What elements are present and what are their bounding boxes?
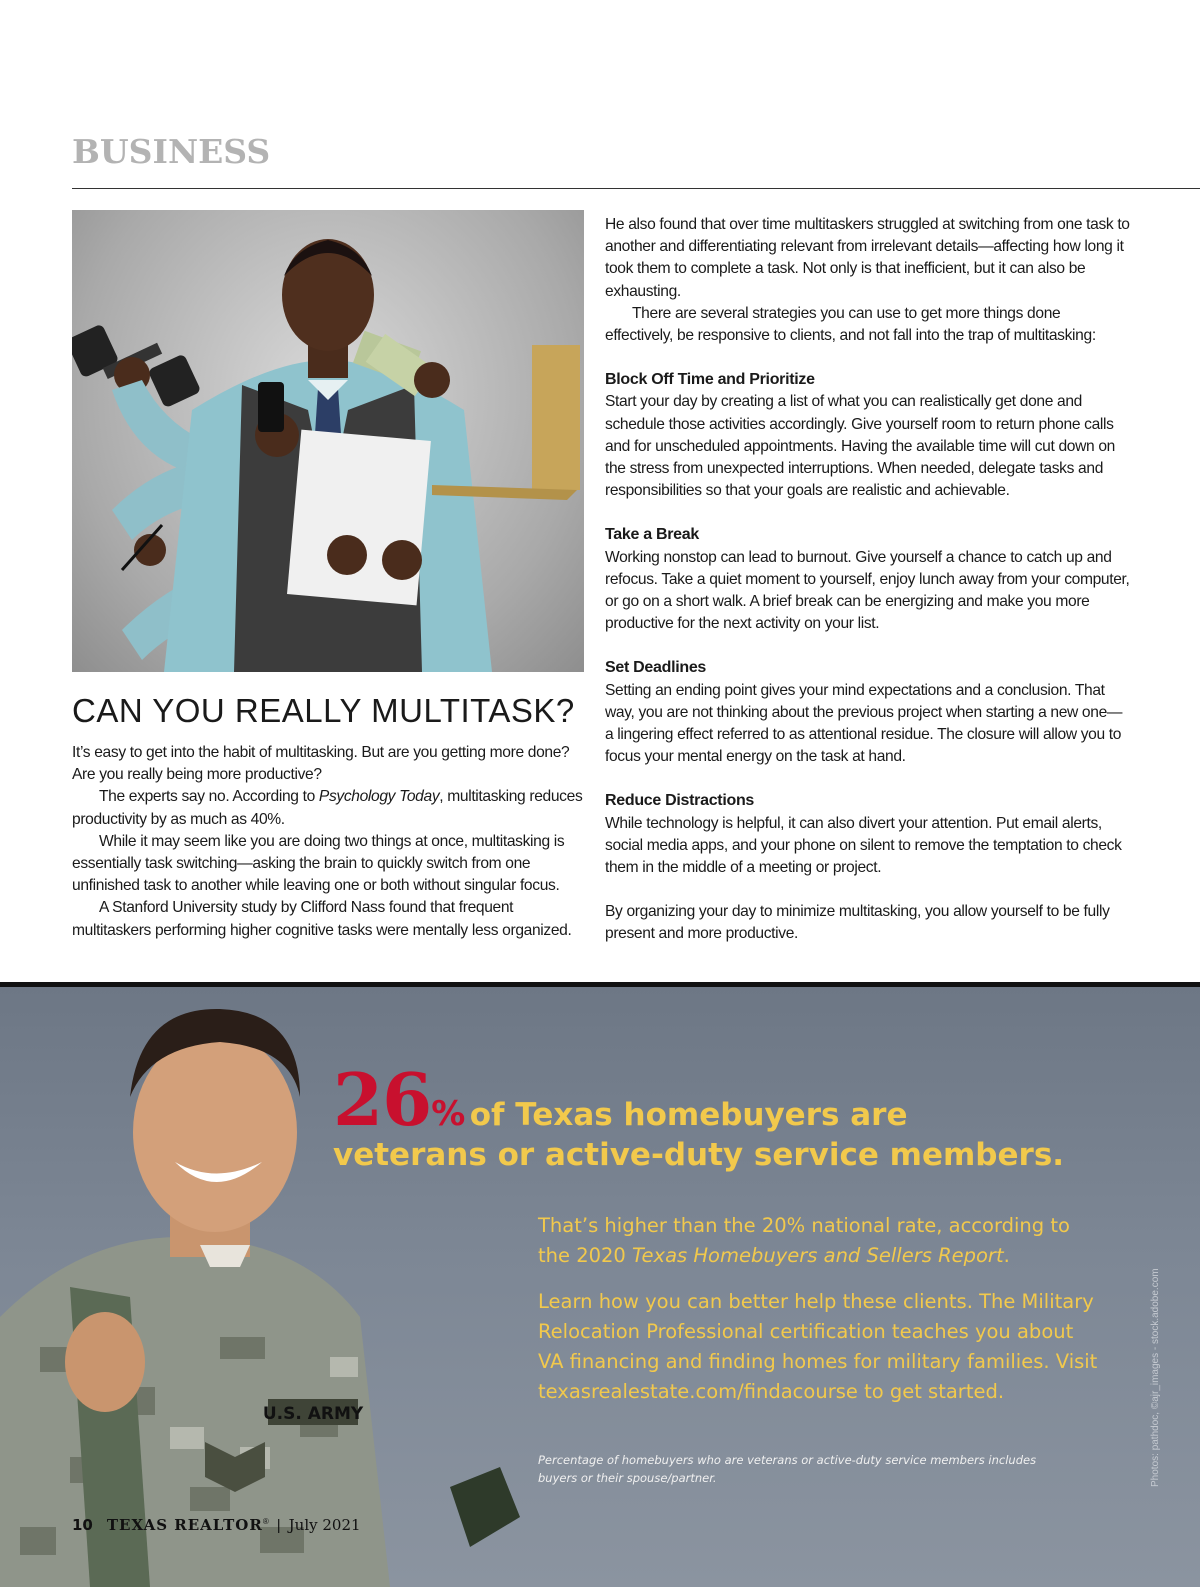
stat-percent: % — [431, 1094, 466, 1134]
article-paragraph: He also found that over time multitaskers struggled at switching from one task to another and differentiating relevant from irrelevant details—affecting how long it took them to complete a task. Not only is that inefficient, but it can also be exhausting. — [605, 216, 1130, 300]
magazine-name: TEXAS REALTOR — [106, 1516, 263, 1534]
section-body: While technology is helpful, it can also divert your attention. Put email alerts, social media apps, and your phone on silent to remove the temptation to check them in the middle of a meeting or project. — [605, 814, 1122, 877]
registered-mark: ® — [262, 1517, 269, 1526]
ad-headline-line2: veterans or active-duty service members. — [333, 1137, 1065, 1173]
page-footer — [72, 1516, 361, 1534]
subheading-reduce-distractions: Reduce Distractions — [605, 792, 755, 810]
article-column-left — [72, 742, 592, 942]
subheading-block-off-time: Block Off Time and Prioritize — [605, 371, 815, 389]
photo-credit: Photos: pathdoc, ©ajr_images - stock.adobe.com — [1150, 1268, 1161, 1487]
stat-lead-text: of Texas homebuyers are — [469, 1097, 908, 1133]
section-body: Setting an ending point gives your mind expectations and a conclusion. That way, you are not thinking about the previous project when starting a new one—a lingering effect referred to as attentional residue. The closure will allow you to focus your mental energy on the task at hand. — [605, 681, 1123, 766]
article-column-right — [605, 214, 1130, 946]
article-paragraph: It’s easy to get into the habit of multitasking. But are you getting more done? Are you really being more productive? — [72, 744, 570, 784]
article-paragraph: A Stanford University study by Clifford Nass found that frequent multitaskers performing higher cognitive tasks were mentally less organized. — [72, 899, 572, 939]
ad-body-paragraph: Learn how you can better help these clients. The Military Relocation Professional certification teaches you about VA financing and finding homes for military families. Visit texasrealestate.com/findacourse to get started. — [538, 1290, 1098, 1403]
phone-icon — [258, 382, 284, 432]
issue-date: July 2021 — [288, 1516, 361, 1534]
ad-footnote: Percentage of homebuyers who are veterans or active-duty service members includes buyers or their spouse/partner. — [538, 1453, 1037, 1485]
multitasking-man-illustration — [72, 210, 584, 672]
section-body: Working nonstop can lead to burnout. Give yourself a chance to catch up and refocus. Take a quiet moment to yourself, enjoy lunch away from your computer, or go on a short walk. A brief break can be energizing and make you more productive for the next activity on your list. — [605, 548, 1130, 633]
ad-body-paragraph: That’s higher than the 20% national rate, according to the 2020 Texas Homebuyers and Sellers Report. — [538, 1214, 1070, 1267]
patch-text: U.S. ARMY — [262, 1404, 364, 1424]
article-photo — [72, 210, 584, 672]
footer-separator: | — [276, 1517, 281, 1534]
subheading-set-deadlines: Set Deadlines — [605, 659, 707, 677]
shoulder-patch — [450, 1467, 520, 1547]
article-paragraph: There are several strategies you can use to get more things done effectively, be responsive to clients, and not fall into the trap of multitasking: — [605, 304, 1096, 345]
subheading-take-a-break: Take a Break — [605, 526, 699, 544]
paper-sheet — [287, 430, 431, 606]
military-advertisement — [0, 982, 1200, 1587]
ad-stat-line — [333, 1057, 907, 1142]
article-conclusion: By organizing your day to minimize multitasking, you allow yourself to be fully present and more productive. — [605, 903, 1110, 943]
article-paragraph: The experts say no. According to Psychology Today, multitasking reduces productivity by as much as 40%. — [72, 788, 583, 828]
article-title: CAN YOU REALLY MULTITASK? — [72, 692, 575, 729]
header-rule — [72, 188, 1200, 189]
section-label: BUSINESS — [72, 132, 271, 171]
section-body: Start your day by creating a list of what you can realistically get done and schedule those activities accordingly. Give yourself room to return phone calls and for unscheduled appointments. Having the available time will cut down on the stress from unexpected interruptions. When needed, delegate tasks and responsibilities so that your goals are realistic and achievable. — [605, 393, 1115, 500]
page-number: 10 — [72, 1516, 93, 1534]
stat-number: 26 — [333, 1057, 432, 1142]
article-paragraph: While it may seem like you are doing two things at once, multitasking is essentially task switching—asking the brain to quickly switch from one unfinished task to another while leaving one or both without singular focus. — [72, 832, 565, 895]
